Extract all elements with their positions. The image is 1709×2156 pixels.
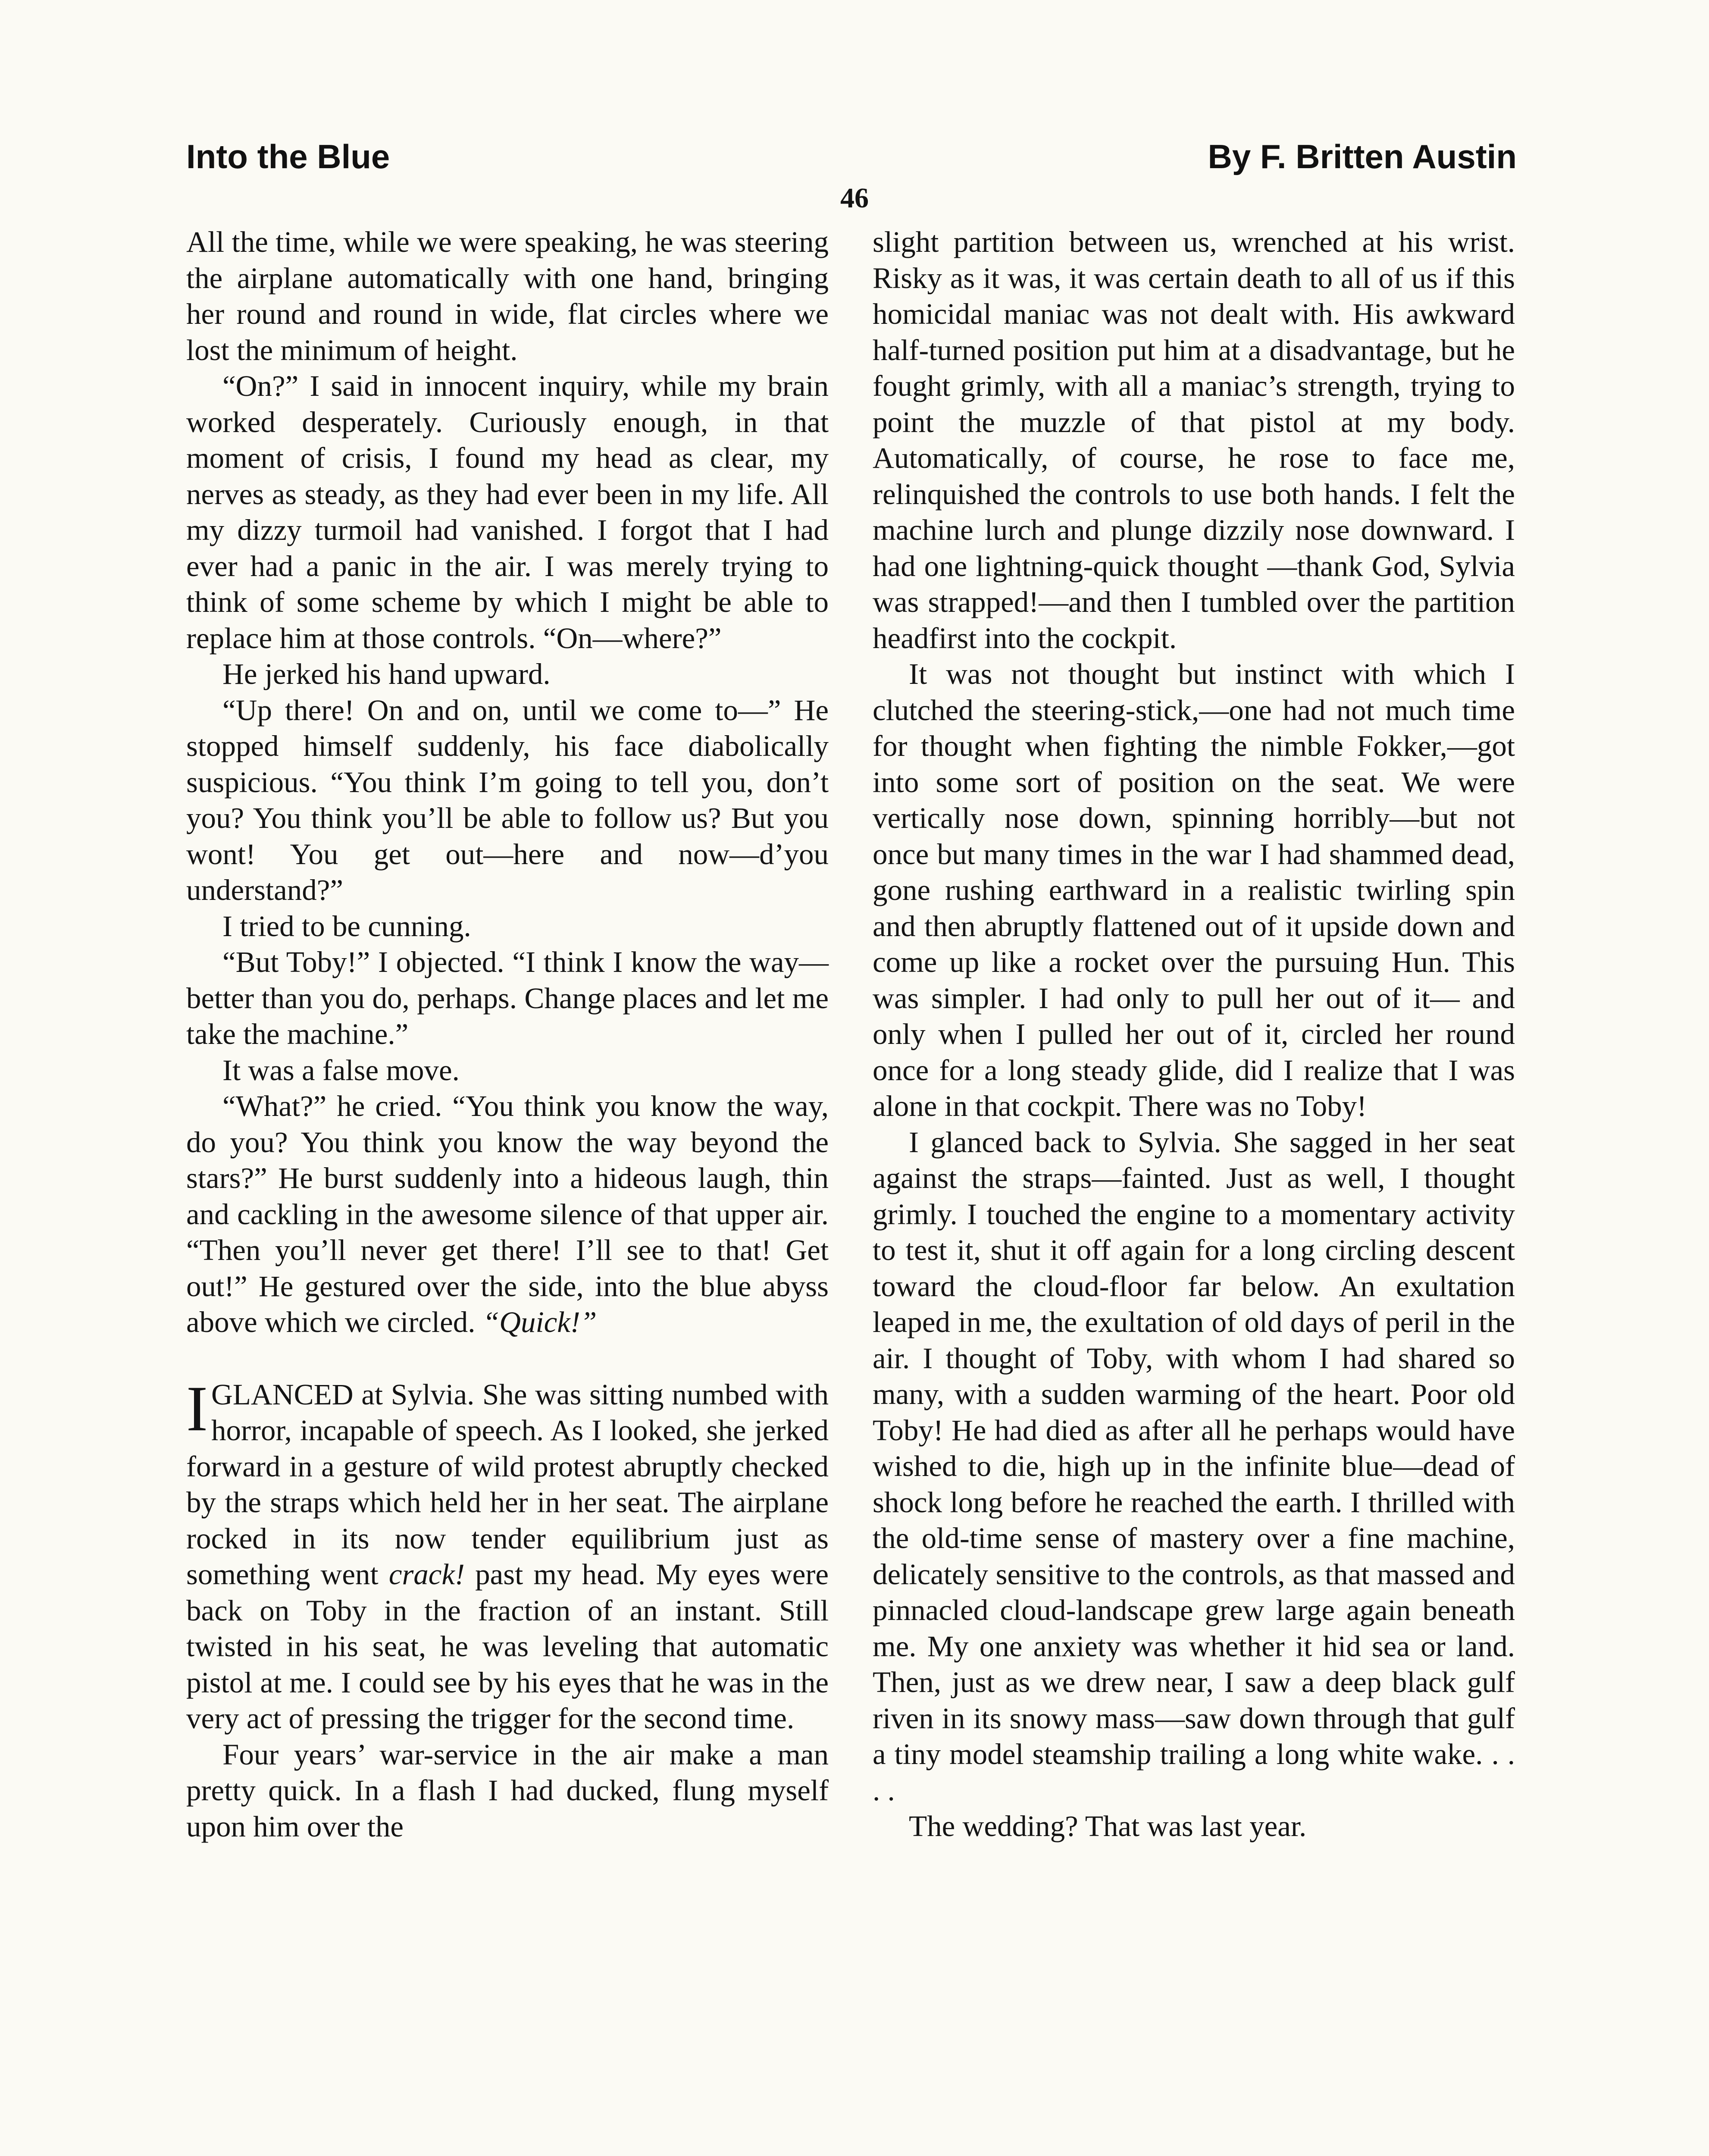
emphasis-text: “Quick!” (482, 1306, 597, 1338)
paragraph: It was not thought but instinct with which I clutched the steering-stick,—one had not much time for thought when fighting the nimble Fokker,—got into some sort of position on the seat. We were vertically nose down, spinning horribly—but not once but many times in the war I had shammed dead, gone rushing earthward in a realistic twirling spin and then abruptly flattened out of it upside down and come up like a rocket over the pursuing Hun. This was simpler. I had only to pull her out of it— and only when I pulled her out of it, circled her round once for a long steady glide, did I realize that I was alone in that cockpit. There was no Toby! (873, 658, 1515, 1122)
paragraph: “On?” I said in innocent inquiry, while my brain worked desperately. Curiously enough, in that moment of crisis, I found my head as clear, my nerves as steady, as they had ever been in my life. All my dizzy turmoil had vanished. I forgot that I had ever had a panic in the air. I was merely trying to think of some scheme by which I might be able to replace him at those controls. “On—where?” (186, 370, 829, 655)
paragraph: Four years’ war-service in the air make a man pretty quick. In a flash I had ducked, flung myself upon him over the (186, 1738, 829, 1843)
paragraph: “But Toby!” I objected. “I think I know the way—better than you do, perhaps. Change places and let me take the machine.” (186, 946, 829, 1050)
paragraph: I tried to be cunning. (222, 909, 471, 943)
author-byline: By F. Britten Austin (1208, 138, 1517, 175)
drop-cap: I (186, 1373, 208, 1445)
paragraph: “Up there! On and on, until we come to—” He stopped himself suddenly, his face diabolically suspicious. “You think I’m going to tell you, don’t you? You think you’ll be able to follow us? But you wont! You get out—here and now—d’you understand?” (186, 693, 829, 906)
paragraph: He jerked his hand upward. (222, 658, 551, 690)
paragraph: slight partition between us, wrenched at his wrist. Risky as it was, it was certain death to all of us if this homicidal maniac was not dealt with. His awkward half-turned position put him at a disadvantage, but he fought grimly, with all a maniac’s strength, trying to point the muzzle of that pistol at my body. Automatically, of course, he rose to face me, relinquished the controls to use both hands. I felt the machine lurch and plunge dizzily nose downward. I had one lightning-quick thought —thank God, Sylvia was strapped!—and then I tumbled over the partition headfirst into the cockpit. (873, 226, 1515, 655)
story-title: Into the Blue (186, 138, 390, 175)
paragraph (186, 1088, 829, 1341)
paragraph: All the time, while we were speaking, he was steering the airplane automatically with one hand, bringing her round and round in wide, flat circles where we lost the minimum of height. (186, 226, 829, 367)
paragraph-text: “What?” he cried. “You think you know the way, do you? You think you know the way beyond the stars?” He burst suddenly into a hideous laugh, thin and cackling in the awesome silence of that upper air. “Then you’ll never get there! I’ll see to that! Get out!” He gestured over the side, into the blue abyss above which we circled. (186, 1090, 829, 1338)
paragraph: It was a false move. (222, 1053, 460, 1087)
section-start-paragraph (186, 1373, 829, 1737)
right-column (873, 224, 1515, 1845)
left-column (186, 224, 829, 1845)
page-number: 46 (840, 182, 869, 214)
emphasis-text: crack! (388, 1558, 465, 1591)
paragraph-text: GLANCED at Sylvia. She was sitting numbed with horror, incapable of speech. As I looked, she jerked forward in a gesture of wild protest abruptly checked by the straps which held her in her seat. The airplane rocked in its now tender equilibrium just as something went (186, 1378, 829, 1591)
paragraph: I glanced back to Sylvia. She sagged in her seat against the straps—fainted. Just as well, I thought grimly. I touched the engine to a momentary activity to test it, shut it off again for a long circling descent toward the cloud-floor far below. An exultation leaped in me, the exultation of old days of peril in the air. I thought of Toby, with whom I had shared so many, with a sudden warming of the heart. Poor old Toby! He had died as after all he perhaps would have wished to die, high up in the infinite blue—dead of shock long before he reached the earth. I thrilled with the old-time sense of mastery over a fine machine, delicately sensitive to the controls, as that massed and pinnacled cloud-landscape grew large again beneath me. My one anxiety was whether it hid sea or land. Then, just as we drew near, I saw a deep black gulf riven in its snowy mass—saw down through that gulf a tiny model steamship trailing a long white wake. . . . . (873, 1125, 1515, 1807)
running-header (186, 137, 1517, 185)
closing-paragraph: The wedding? That was last year. (909, 1810, 1307, 1843)
paragraph-text: past my head. My eyes were back on Toby in the fraction of an instant. Still twisted in his seat, he was leveling that automatic pistol at me. I could see by his eyes that he was in the very act of pressing the trigger for the second time. (186, 1558, 829, 1735)
